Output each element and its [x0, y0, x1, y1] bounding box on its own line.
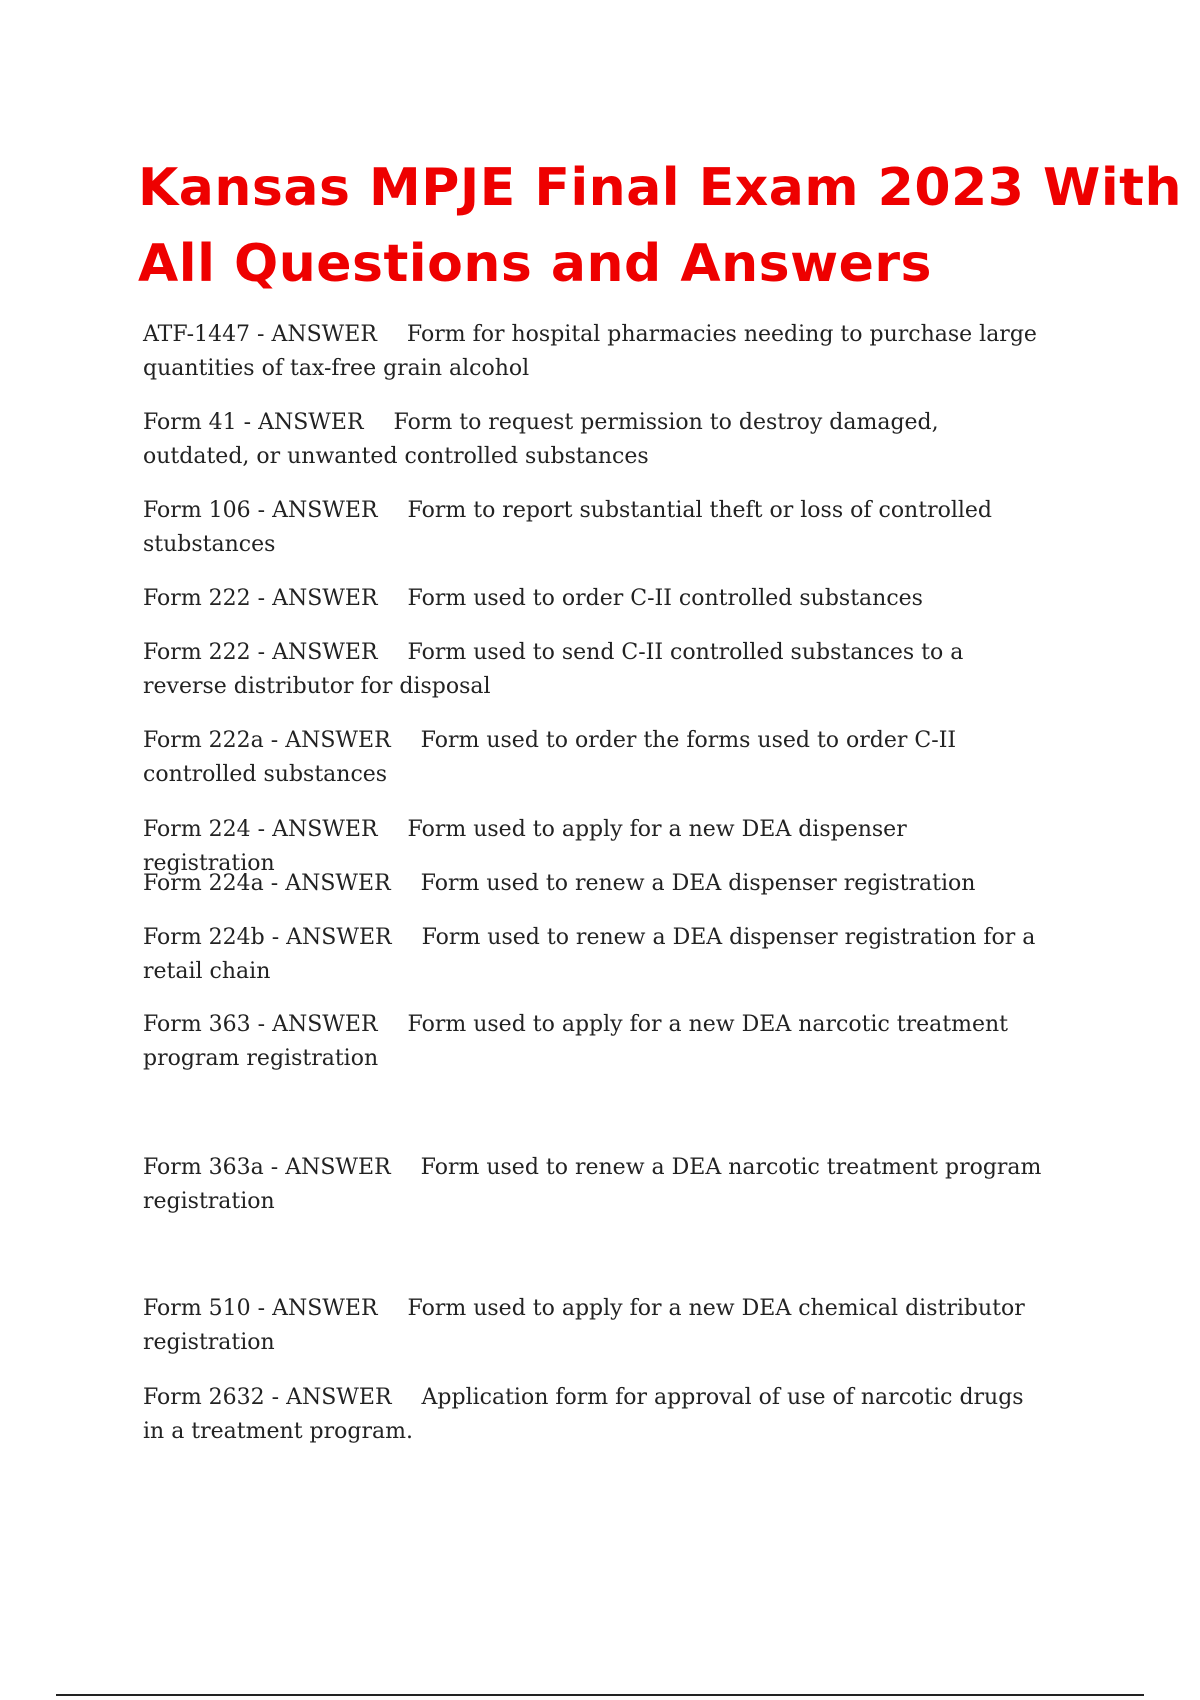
qa-item: [143, 1008, 1043, 1076]
qa-item: [143, 318, 1043, 386]
qa-answer: Form used to apply for a new DEA dispenser registration: [143, 817, 907, 876]
qa-item: [143, 867, 1043, 901]
qa-item: [143, 494, 1043, 562]
qa-answer: Application form for approval of use of narcotic drugs in a treatment program.: [143, 1385, 1024, 1444]
qa-answer: Form used to apply for a new DEA narcotic treatment program registration: [143, 1012, 1008, 1071]
qa-answer: Form to report substantial theft or loss of controlled stubstances: [143, 498, 993, 557]
qa-answer: Form used to order the forms used to order C-II controlled substances: [143, 728, 957, 787]
qa-term: Form 224a - ANSWER: [143, 871, 391, 896]
qa-term: Form 363 - ANSWER: [143, 1012, 378, 1037]
qa-term: Form 510 - ANSWER: [143, 1296, 378, 1321]
qa-term: Form 224 - ANSWER: [143, 817, 378, 842]
qa-term: Form 222 - ANSWER: [143, 586, 378, 611]
qa-term: Form 224b - ANSWER: [143, 925, 392, 950]
qa-item: [143, 582, 1043, 616]
qa-term: ATF-1447 - ANSWER: [143, 322, 377, 347]
qa-item: [143, 921, 1043, 989]
qa-answer: Form used to renew a DEA dispenser registration for a retail chain: [143, 925, 1036, 984]
qa-term: Form 222 - ANSWER: [143, 640, 378, 665]
qa-answer: Form used to renew a DEA narcotic treatment program registration: [143, 1155, 1042, 1214]
qa-item: [143, 406, 1043, 474]
qa-term: Form 222a - ANSWER: [143, 728, 391, 753]
qa-term: Form 106 - ANSWER: [143, 498, 378, 523]
qa-item: [143, 1381, 1043, 1449]
qa-term: Form 363a - ANSWER: [143, 1155, 391, 1180]
qa-item: [143, 1151, 1043, 1219]
qa-item: [143, 724, 1043, 792]
qa-answer: Form to request permission to destroy damaged, outdated, or unwanted controlled substances: [143, 410, 939, 469]
qa-answer: Form used to send C-II controlled substances to a reverse distributor for disposal: [143, 640, 964, 699]
qa-term: Form 2632 - ANSWER: [143, 1385, 392, 1410]
qa-answer: Form for hospital pharmacies needing to purchase large quantities of tax-free grain alcohol: [143, 322, 1037, 381]
qa-answer: Form used to order C-II controlled substances: [407, 586, 923, 611]
qa-answer: Form used to apply for a new DEA chemical distributor registration: [143, 1296, 1025, 1355]
document-title: Kansas MPJE Final Exam 2023 With All Questions and Answers: [138, 158, 1183, 294]
qa-answer: Form used to renew a DEA dispenser registration: [420, 871, 976, 896]
qa-term: Form 41 - ANSWER: [143, 410, 364, 435]
qa-item: [143, 636, 1043, 704]
page-bottom-rule: [56, 1694, 1144, 1696]
qa-item: [143, 1292, 1043, 1360]
